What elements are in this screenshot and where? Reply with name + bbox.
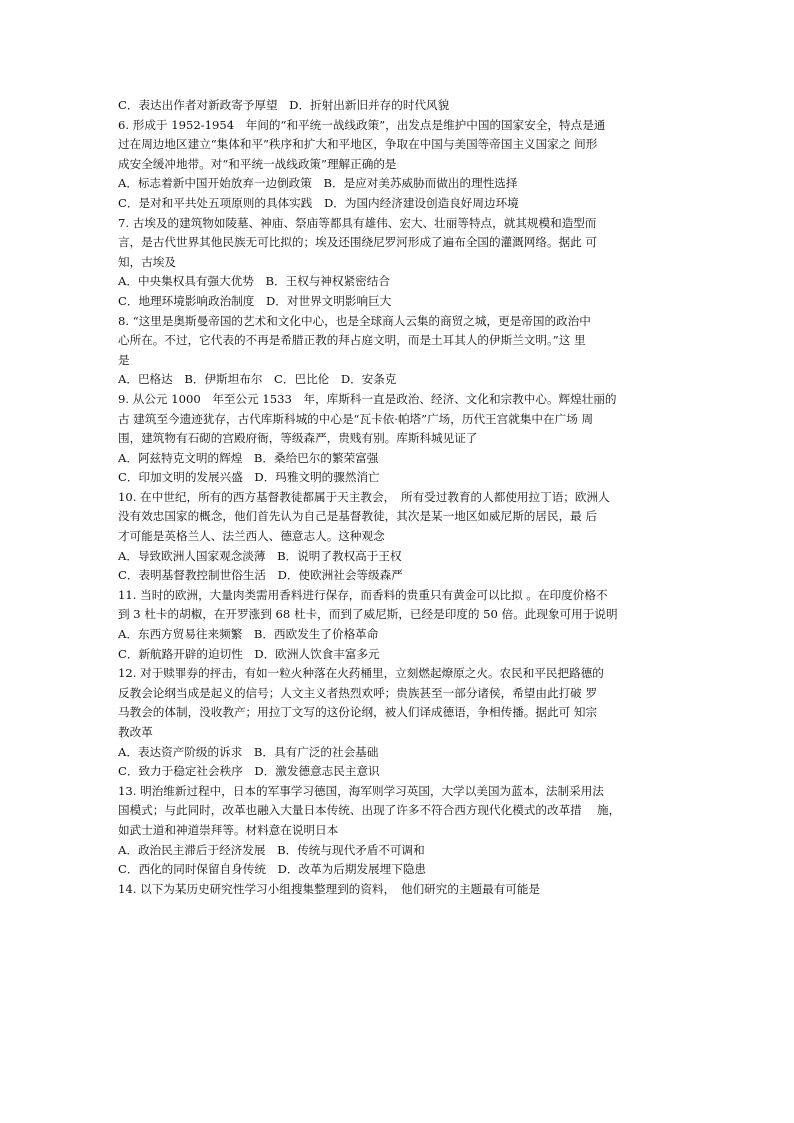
- text-line: 14. 以下为某历史研究性学习小组搜集整理到的资料， 他们研究的主题最有可能是: [118, 881, 541, 896]
- text-line: A．表达资产阶级的诉求 B．具有广泛的社会基础: [118, 744, 379, 759]
- text-line: A．巴格达 B．伊斯坦布尔 C．巴比伦 D．安条克: [118, 372, 397, 387]
- text-line: 没有效忠国家的概念，他们首先认为自己是基督教徒，其次是某一地区如威尼斯的居民，最 后: [118, 509, 598, 524]
- text-line: 马教会的体制，没收教产；用拉丁文写的这份论纲，被人们译成德语，争相传播。据此可 知宗: [118, 705, 598, 720]
- text-line: 成安全缓冲地带。对“和平统一战线政策”理解正确的是: [118, 156, 397, 171]
- text-line: A．阿兹特克文明的辉煌 B．桑给巴尔的繁荣富强: [118, 450, 379, 465]
- text-line: 围，建筑物有石砌的宫殿府衙，等级森严，贵贱有别。库斯科城见证了: [118, 431, 478, 446]
- text-line: 过在周边地区建立“集体和平”秩序和扩大和平地区，争取在中国与美国等帝国主义国家之 间形: [118, 137, 598, 152]
- text-line: 反教会论纲当成是起义的信号；人文主义者热烈欢呼；贵族甚至一部分诸侯，希望由此打破 罗: [118, 685, 598, 700]
- text-line: 8. “这里是奥斯曼帝国的艺术和文化中心，也是全球商人云集的商贸之城，更是帝国的政治中: [118, 313, 591, 328]
- text-line: C．新航路开辟的迫切性 D．欧洲人饮食丰富多元: [118, 646, 380, 661]
- text-line: 12. 对于赎罪券的抨击，有如一粒火种落在火药桶里，立刻燃起燎原之火。农民和平民把路德的: [118, 666, 604, 681]
- text-line: 6. 形成于 1952-1954 年间的“和平统一战线政策”，出发点是维护中国的国家安全，特点是通: [118, 117, 606, 132]
- text-line: A．中央集权具有强大优势 B．王权与神权紧密结合: [118, 274, 390, 289]
- text-line: 11. 当时的欧洲，大量肉类需用香料进行保存，而香料的贵重只有黄金可以比拟 。在印度价格不: [118, 587, 608, 602]
- text-line: 言，是古代世界其他民族无可比拟的；埃及还围绕尼罗河形成了遍布全国的灌溉网络。据此 可: [118, 235, 598, 250]
- text-line: 13. 明治维新过程中，日本的军事学习德国，海军则学习英国，大学以美国为蓝本，法制采用法: [118, 783, 604, 798]
- text-line: A．导致欧洲人国家观念淡薄 B．说明了教权高于王权: [118, 548, 402, 563]
- text-line: 9. 从公元 1000 年至公元 1533 年，库斯科一直是政治、经济、文化和宗教中心。辉煌壮丽的: [118, 391, 617, 406]
- text-line: 7. 古埃及的建筑物如陵墓、神庙、祭庙等都具有雄伟、宏大、壮丽等特点，就其规模和造型而: [118, 215, 597, 230]
- text-line: C．致力于稳定社会秩序 D．激发德意志民主意识: [118, 764, 380, 779]
- document-page: [118, 96, 678, 899]
- text-line: 古 建筑至今遗迹犹存，古代库斯科城的中心是“瓦卡依·帕塔”广场，历代王宫就集中在广场 周: [118, 411, 594, 426]
- text-line: 如武士道和神道崇拜等。材料意在说明日本: [118, 822, 339, 837]
- text-line: 教改革: [118, 725, 153, 739]
- text-line: C．是对和平共处五项原则的具体实践 D．为国内经济建设创造良好周边环境: [118, 195, 519, 210]
- text-line: 国模式；与此同时，改革也融入大量日本传统、出现了许多不符合西方现代化模式的改革措 施，: [118, 803, 621, 818]
- text-line: 知，古埃及: [118, 254, 176, 269]
- text-line: A．标志着新中国开始放弃一边倒政策 B．是应对美苏威胁而做出的理性选择: [118, 176, 518, 191]
- text-line: C．表明基督教控制世俗生活 D．使欧洲社会等级森严: [118, 568, 403, 583]
- text-line: A．政治民主滞后于经济发展 B．传统与现代矛盾不可调和: [118, 842, 425, 857]
- text-line: 10. 在中世纪，所有的西方基督教徒都属于天主教会， 所有受过教育的人都使用拉丁语；欧洲人: [118, 489, 610, 504]
- text-line: C．表达出作者对新政寄予厚望 D．折射出新旧并存的时代风貌: [118, 98, 450, 112]
- text-line: 是: [118, 352, 130, 367]
- text-line: C．地理环境影响政治制度 D．对世界文明影响巨大: [118, 293, 392, 308]
- text-line: C．印加文明的发展兴盛 D．玛雅文明的骤然消亡: [118, 470, 380, 485]
- text-line: 才可能是英格兰人、法兰西人、德意志人。这种观念: [118, 529, 385, 544]
- text-line: A．东西方贸易往来频繁 B．西欧发生了价格革命: [118, 627, 379, 642]
- text-line: C．西化的同时保留自身传统 D．改革为后期发展埋下隐患: [118, 862, 427, 877]
- text-line: 心所在。不过，它代表的不再是希腊正教的拜占庭文明，而是土耳其人的伊斯兰文明。”这 里: [118, 333, 586, 348]
- text-line: 到 3 杜卡的胡椒，在开罗涨到 68 杜卡，而到了威尼斯，已经是印度的 50 倍。此现象可用于说明: [118, 607, 618, 622]
